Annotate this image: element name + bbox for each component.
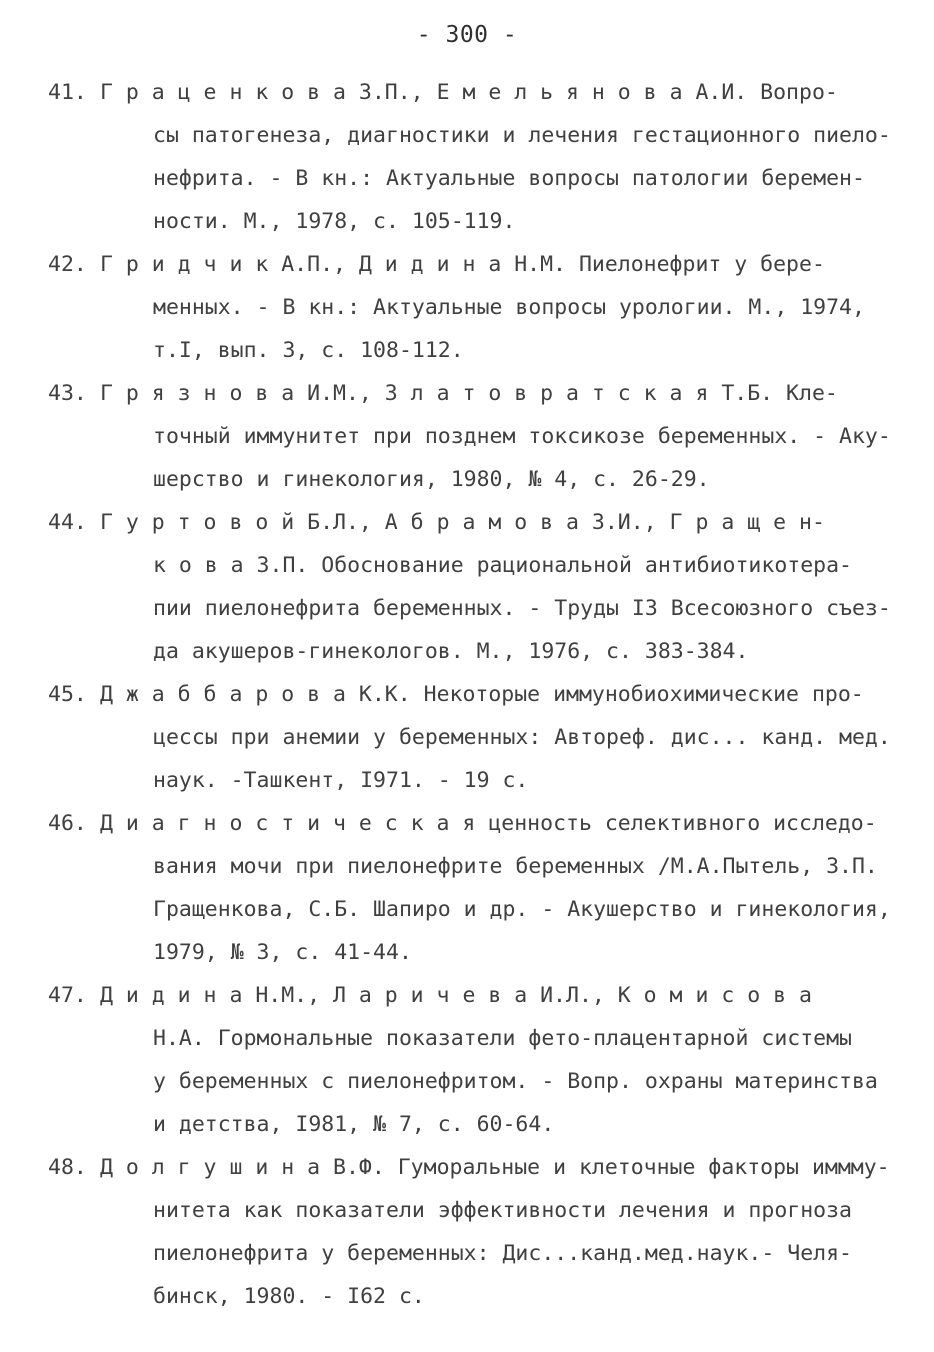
entry-line: пиелонефрита у беременных: Дис...канд.мед.наук.- Челя- — [153, 1241, 852, 1266]
entry-first-line — [48, 372, 908, 415]
entry-line: наук. -Ташкент, I971. - 19 с. — [153, 768, 529, 793]
entry-line: нитета как показатели эффективности лечения и прогноза — [153, 1198, 852, 1223]
entry-line: 1979, № 3, с. 41-44. — [153, 940, 412, 965]
entry-text: З.П., Е м е л ь я н о в а А.И. Вопро- — [358, 80, 838, 105]
entry-number: 41. — [48, 80, 87, 105]
entry-line: нефрита. - В кн.: Актуальные вопросы патологии беремен- — [153, 166, 865, 191]
entry-line: бинск, 1980. - I62 с. — [153, 1284, 425, 1309]
entry-line: сы патогенеза, диагностики и лечения гестационного пиело- — [153, 123, 891, 148]
page-number: - 300 - — [416, 22, 518, 48]
entry-author: Д и д и н а — [100, 983, 243, 1008]
entry-text: ценность селективного исследо- — [488, 811, 877, 836]
entry-line: Гращенкова, С.Б. Шапиро и др. - Акушерство и гинекология, — [153, 897, 891, 922]
entry-first-line — [48, 1146, 908, 1189]
entry-number: 46. — [48, 811, 87, 836]
entry-number: 44. — [48, 510, 87, 535]
entry-line: и детства, I981, № 7, с. 60-64. — [153, 1112, 555, 1137]
bibliography-entry-47 — [48, 974, 908, 1146]
entry-line: Н.А. Гормональные показатели фето-плацентарной системы — [153, 1026, 852, 1051]
entry-first-line — [48, 974, 908, 1017]
entry-text: Б.Л., А б р а м о в а З.И., Г р а щ е н- — [307, 510, 825, 535]
entry-text: А.П., Д и д и н а Н.М. Пиелонефрит у бере- — [281, 252, 825, 277]
entry-first-line — [48, 802, 908, 845]
entry-first-line — [48, 501, 908, 544]
bibliography-entry-44 — [48, 501, 908, 673]
entry-number: 45. — [48, 682, 87, 707]
entry-author: Г р и д ч и к — [100, 252, 269, 277]
bibliography-entry-45 — [48, 673, 908, 802]
bibliography-entry-48 — [48, 1146, 908, 1318]
bibliography-entry-42 — [48, 243, 908, 372]
entry-line: пии пиелонефрита беременных. - Труды I3 Всесоюзного съез- — [153, 596, 891, 621]
entry-author: Д ж а б б а р о в а — [100, 682, 346, 707]
entry-line: ности. М., 1978, с. 105-119. — [153, 209, 516, 234]
entry-author: Г у р т о в о й — [100, 510, 295, 535]
entry-line: точный иммунитет при позднем токсикозе беременных. - Аку- — [153, 424, 891, 449]
entry-line: у беременных с пиелонефритом. - Вопр. охраны материнства — [153, 1069, 878, 1094]
entry-number: 42. — [48, 252, 87, 277]
bibliography-entry-43 — [48, 372, 908, 501]
entry-author: Г р я з н о в а — [100, 381, 295, 406]
entry-number: 43. — [48, 381, 87, 406]
entry-number: 47. — [48, 983, 87, 1008]
entry-first-line — [48, 71, 908, 114]
entry-author: Г р а ц е н к о в а — [100, 80, 346, 105]
entry-first-line — [48, 673, 908, 716]
bibliography-entry-46 — [48, 802, 908, 974]
entry-author: Д о л г у ш и н а — [100, 1155, 321, 1180]
bibliography-entry-41 — [48, 71, 908, 243]
entry-line: т.I, вып. 3, с. 108-112. — [153, 338, 464, 363]
entry-text: Н.М., Л а р и ч е в а И.Л., К о м и с о в а — [255, 983, 812, 1008]
entry-line: вания мочи при пиелонефрите беременных /М.А.Пытель, З.П. — [153, 854, 878, 879]
entry-first-line — [48, 243, 908, 286]
entry-author: Д и а г н о с т и ч е с к а я — [100, 811, 476, 836]
entry-text: И.М., З л а т о в р а т с к а я Т.Б. Кле- — [307, 381, 838, 406]
entry-line: к о в а З.П. Обоснование рациональной антибиотикотера- — [153, 553, 852, 578]
entry-line: да акушеров-гинекологов. М., 1976, с. 383-384. — [153, 639, 749, 664]
entry-text: К.К. Некоторые иммунобиохимические про- — [358, 682, 864, 707]
bibliography-list — [48, 71, 908, 1318]
entry-line: цессы при анемии у беременных: Автореф. дис... канд. мед. — [153, 725, 891, 750]
entry-number: 48. — [48, 1155, 87, 1180]
entry-line: шерство и гинекология, 1980, № 4, с. 26-29. — [153, 467, 710, 492]
entry-text: В.Ф. Гуморальные и клеточные факторы иммму- — [333, 1155, 890, 1180]
entry-line: менных. - В кн.: Актуальные вопросы урологии. М., 1974, — [153, 295, 865, 320]
